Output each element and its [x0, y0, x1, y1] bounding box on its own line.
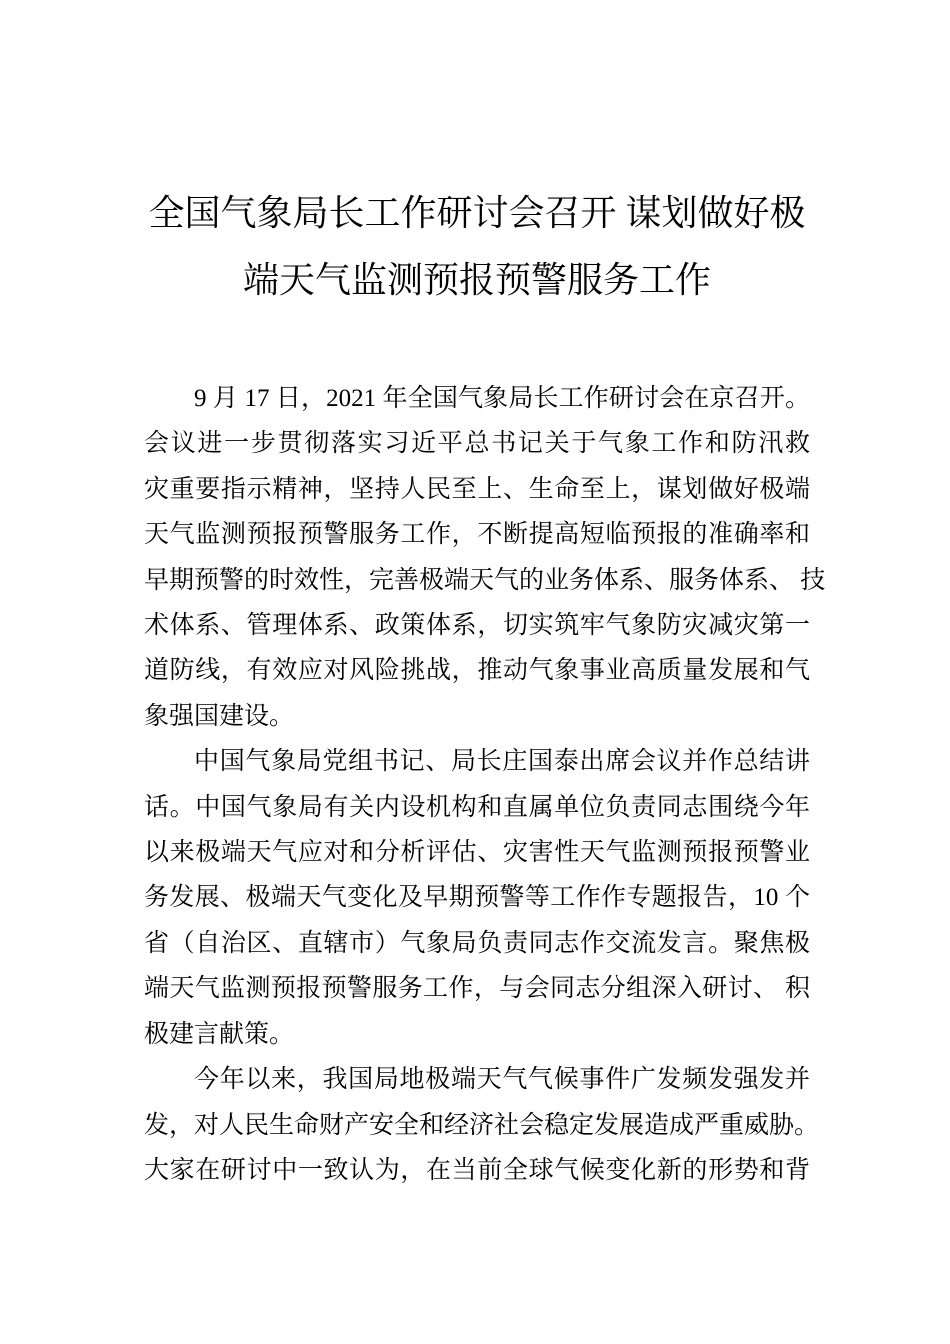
text-line: 省（自治区、直辖市）气象局负责同志作交流发言。聚焦极: [144, 929, 810, 957]
text-line: 象强国建设。: [144, 702, 295, 730]
document-title: [144, 180, 810, 314]
text-line: 灾重要指示精神，坚持人民至上、生命至上，谋划做好极端: [144, 475, 810, 503]
text-line: 今年以来，我国局地极端天气气候事件广发频发强发并: [194, 1066, 810, 1094]
title-line-1: 全国气象局长工作研讨会召开 谋划做好极: [148, 193, 806, 233]
text-line: 话。中国气象局有关内设机构和直属单位负责同志围绕今年: [144, 793, 810, 821]
page-content: [144, 0, 826, 1193]
title-line-2: 端天气监测预报预警服务工作: [242, 260, 711, 300]
text-line: 务发展、极端天气变化及早期预警等工作作专题报告，10 个: [144, 884, 810, 912]
text-line: 天气监测预报预警服务工作，不断提高短临预报的准确率和: [144, 521, 810, 549]
text-line: 中国气象局党组书记、局长庄国泰出席会议并作总结讲: [194, 748, 810, 776]
text-line: 大家在研讨中一致认为，在当前全球气候变化新的形势和背: [144, 1156, 810, 1184]
text-line: 早期预警的时效性，完善极端天气的业务体系、服务体系、 技: [144, 566, 826, 594]
text-line: 发，对人民生命财产安全和经济社会稳定发展造成严重威胁。: [144, 1111, 820, 1139]
text-line: 9 月 17 日，2021 年全国气象局长工作研讨会在京召开。: [194, 385, 810, 412]
text-line: 极建言献策。: [144, 1020, 295, 1048]
text-line: 以来极端天气应对和分析评估、灾害性天气监测预报预警业: [144, 839, 810, 867]
text-line: 会议进一步贯彻落实习近平总书记关于气象工作和防汛救: [144, 430, 810, 458]
text-line: 术体系、管理体系、政策体系，切实筑牢气象防灾减灾第一: [144, 612, 810, 640]
paragraph-1: [144, 376, 826, 739]
document-body: [144, 376, 826, 1193]
text-line: 道防线，有效应对风险挑战，推动气象事业高质量发展和气: [144, 657, 810, 685]
paragraph-3: [144, 1057, 820, 1193]
text-line: 端天气监测预报预警服务工作，与会同志分组深入研讨、 积: [144, 975, 810, 1003]
paragraph-2: [144, 739, 810, 1057]
